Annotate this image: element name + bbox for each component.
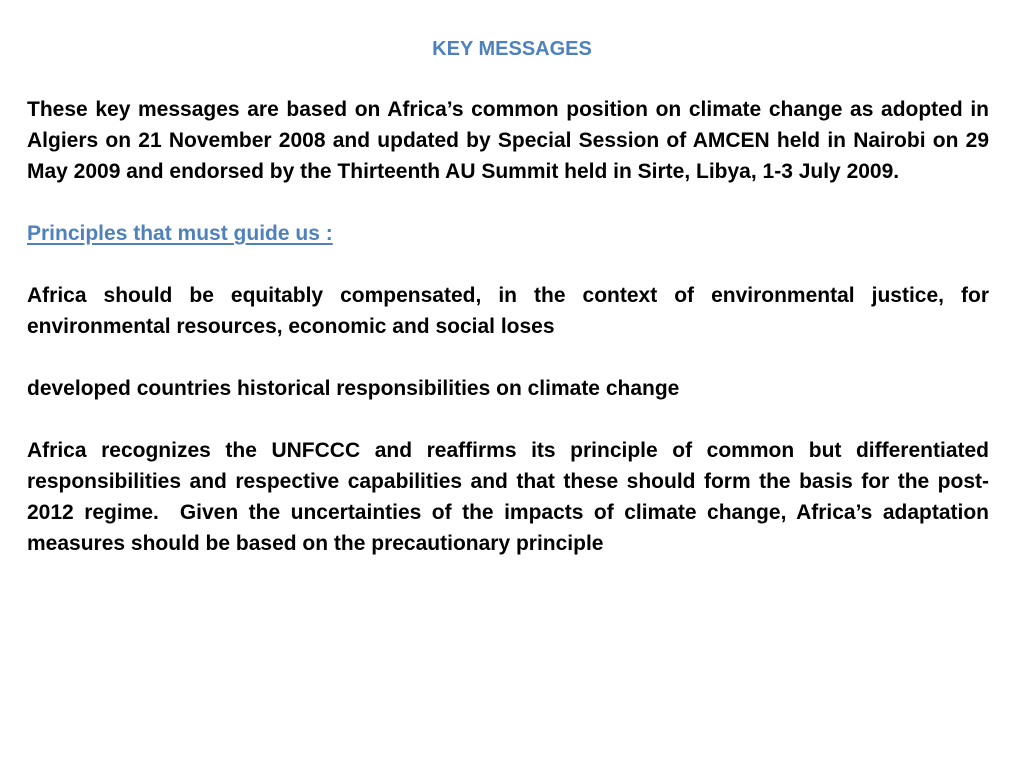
principle-historical-responsibility: developed countries historical responsibilities on climate change <box>27 377 680 400</box>
principles-heading: Principles that must guide us : <box>27 222 333 245</box>
intro-paragraph: These key messages are based on Africa’s common position on climate change as adopted in Algiers on 21 November 2008 and updated by Special Session of AMCEN held in Nairobi on 29 May 2009 and endorsed by the Thirteenth AU Summit held in Sirte, Libya, 1-3 July 2009. <box>27 98 989 183</box>
principle-compensation: Africa should be equitably compensated, in the context of environmental justice, for environmental resources, economic and social loses <box>27 284 989 338</box>
principle-unfccc: Africa recognizes the UNFCCC and reaffirms its principle of common but differentiated responsibilities and respective capabilities and that these should form the basis for the post-2012 regime. Given the uncertainties of the impacts of climate change, Africa’s adaptation measures should be based on the precautionary principle <box>27 439 995 555</box>
slide-title: KEY MESSAGES <box>432 38 592 60</box>
